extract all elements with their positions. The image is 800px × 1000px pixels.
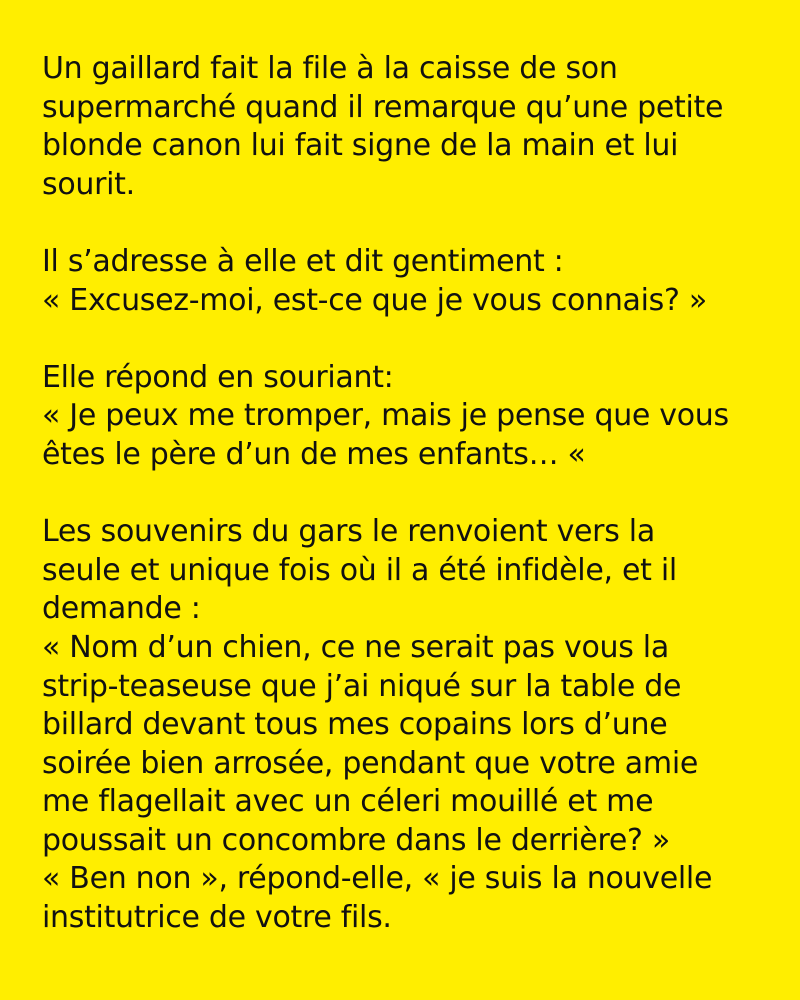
paragraph-question xyxy=(42,243,760,320)
text-line: êtes le père d’un de mes enfants… « xyxy=(42,436,586,472)
text-line: Il s’adresse à elle et dit gentiment : xyxy=(42,243,564,279)
paragraph-intro xyxy=(42,50,760,204)
text-line: institutrice de votre fils. xyxy=(42,900,392,936)
paragraph-answer xyxy=(42,359,760,475)
paragraph-punchline xyxy=(42,513,760,938)
text-line: blonde canon lui fait signe de la main et lui xyxy=(42,128,679,164)
text-line: me flagellait avec un céleri mouillé et me xyxy=(42,784,654,820)
text-line: demande : xyxy=(42,591,201,627)
paragraph-gap xyxy=(42,475,760,514)
text-line: « Excusez-moi, est-ce que je vous connais? » xyxy=(42,282,707,318)
text-line: « Je peux me tromper, mais je pense que vous xyxy=(42,398,729,434)
text-line: « Ben non », répond-elle, « je suis la nouvelle xyxy=(42,861,713,897)
text-line: billard devant tous mes copains lors d’une xyxy=(42,707,668,743)
text-line: supermarché quand il remarque qu’une petite xyxy=(42,89,724,125)
text-line: Elle répond en souriant: xyxy=(42,359,394,395)
text-line: « Nom d’un chien, ce ne serait pas vous la xyxy=(42,629,669,665)
text-line: seule et unique fois où il a été infidèle, et il xyxy=(42,552,677,588)
text-line: sourit. xyxy=(42,166,135,202)
text-line: Les souvenirs du gars le renvoient vers la xyxy=(42,514,655,550)
text-line: soirée bien arrosée, pendant que votre amie xyxy=(42,745,699,781)
paragraph-gap xyxy=(42,204,760,243)
text-line: poussait un concombre dans le derrière? » xyxy=(42,822,670,858)
text-line: Un gaillard fait la file à la caisse de son xyxy=(42,51,618,86)
text-line: strip-teaseuse que j’ai niqué sur la table de xyxy=(42,668,682,704)
paragraph-gap xyxy=(42,320,760,359)
